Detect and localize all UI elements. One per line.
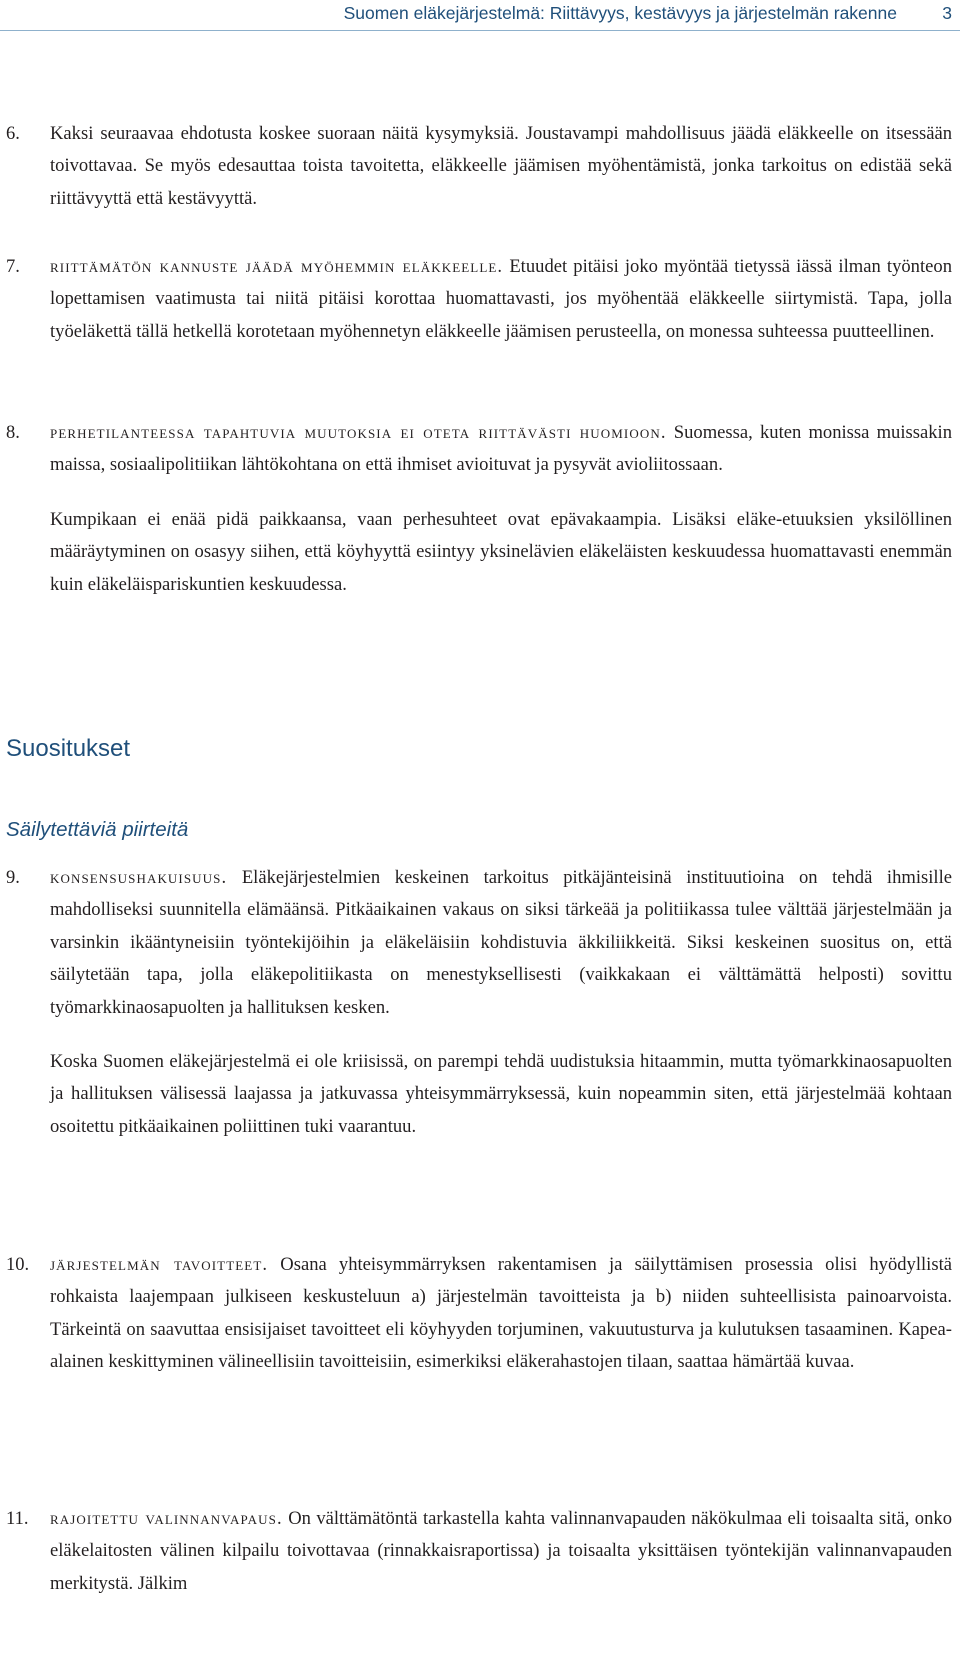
item-paragraph: Suomessa, kuten monissa muissakin maissa, sosiaalipolitiikan lähtökohtana on että ihmiset avioituvat ja pysyvät avioliitossaan. xyxy=(50,422,952,476)
section-heading: Suositukset xyxy=(6,735,131,762)
item-number: 7. xyxy=(6,257,20,277)
item-number: 6. xyxy=(6,124,20,144)
subsection-heading: Säilytettäviä piirteitä xyxy=(6,818,189,841)
running-header xyxy=(0,0,960,31)
item-lead: riittämätön kannuste jäädä myöhemmin eläkkeelle. xyxy=(50,256,504,277)
numbered-item-7 xyxy=(6,251,952,348)
item-paragraph: Kaksi seuraavaa ehdotusta koskee suoraan näitä kysymyksiä. Joustavampi mahdollisuus jäädä eläkkeelle on itsessään toivottavaa. Se myös edesauttaa toista tavoitetta, eläkkeelle jäämisen myöhentämistä, jonka tarkoitus on edistää sekä riittävyyttä että kestävyyttä. xyxy=(50,123,952,209)
item-paragraph: Etuudet pitäisi joko myöntää tietyssä iässä ilman työnteon lopettamisen vaatimusta tai niitä pitäisi korottaa huomattavasti, jos myöhentää eläkkeelle siirtymistä. Tapa, jolla työeläkettä tällä hetkellä korotetaan myöhennetyn eläkkeelle jäämisen perusteella, on monessa suhteessa puutteellinen. xyxy=(50,256,952,342)
page-number: 3 xyxy=(942,3,952,23)
item-number: 10. xyxy=(6,1255,30,1275)
item-lead: konsensushakuisuus. xyxy=(50,867,228,888)
item-paragraph: Eläkejärjestelmien keskeinen tarkoitus pitkäjänteisinä instituutioina on tehdä ihmisille mahdolliseksi suunnitella elämäänsä. Pitkäaikainen vakaus on siksi tärkeää ja politiikassa tulee välttää järjestelmään ja varsinkin ikääntyneisiin työntekijöihin ja eläkeläisiin kohdistuvia äkkiliikkeitä. Siksi keskeinen suositus on, että säilytetään tapa, jolla eläkepolitiikasta on menestyksellisesti (vaikkakaan ei välttämättä helposti) sovittu työmarkkinaosapuolten ja hallituksen kesken. xyxy=(50,867,952,1018)
item-lead: rajoitettu valinnanvapaus. xyxy=(50,1508,283,1529)
item-paragraph: Koska Suomen eläkejärjestelmä ei ole kriisissä, on parempi tehdä uudistuksia hitaammin, mutta työmarkkinaosapuolten ja hallituksen välisessä laajassa ja jatkuvassa yhteisymmärryksessä, kuin nopeammin siten, että järjestelmää kohtaan osoitettu pitkäaikainen poliittinen tuki vaarantuu. xyxy=(50,1051,952,1137)
item-lead: perhetilanteessa tapahtuvia muutoksia ei oteta riittävästi huomioon. xyxy=(50,422,667,443)
numbered-item-9 xyxy=(6,862,952,1143)
running-header-title: Suomen eläkejärjestelmä: Riittävyys, kestävyys ja järjestelmän rakenne xyxy=(343,3,897,23)
item-paragraph: On välttämätöntä tarkastella kahta valinnanvapauden näkökulmaa eli toisaalta sitä, onko eläkelaitosten välinen kilpailu toivottavaa (rinnakkaisraportissa) ja toisaalta yksittäisen työntekijän valinnanvapauden merkitystä. Jälkim xyxy=(50,1508,952,1594)
item-lead: järjestelmän tavoitteet. xyxy=(50,1254,269,1275)
item-number: 11. xyxy=(6,1509,29,1529)
item-paragraph: Kumpikaan ei enää pidä paikkaansa, vaan perhesuhteet ovat epävakaampia. Lisäksi eläke-etuuksien yksilöllinen määräytyminen on osasyy siihen, että köyhyyttä esiintyy yksinelävien eläkeläisten keskuudessa huomattavasti enemmän kuin eläkeläispariskuntien keskuudessa. xyxy=(50,508,952,595)
numbered-item-6 xyxy=(6,118,952,215)
numbered-item-10 xyxy=(6,1249,952,1379)
numbered-item-8 xyxy=(6,417,952,601)
item-paragraph: Osana yhteisymmärryksen rakentamisen ja säilyttämisen prosessia olisi hyödyllistä rohkaista laajempaan julkiseen keskusteluun a) järjestelmän tavoitteista ja b) niiden suhteellisista painoarvoista. Tärkeintä on saavuttaa ensisijaiset tavoitteet eli köyhyyden torjuminen, vakuutusturva ja kulutuksen tasaaminen. Kapea-alainen keskittyminen välineellisiin tavoitteisiin, esimerkiksi eläkerahastojen tilaan, saattaa hämärtää kuvaa. xyxy=(50,1254,952,1373)
numbered-item-11 xyxy=(6,1503,952,1600)
item-number: 8. xyxy=(6,423,20,443)
item-number: 9. xyxy=(6,868,20,888)
